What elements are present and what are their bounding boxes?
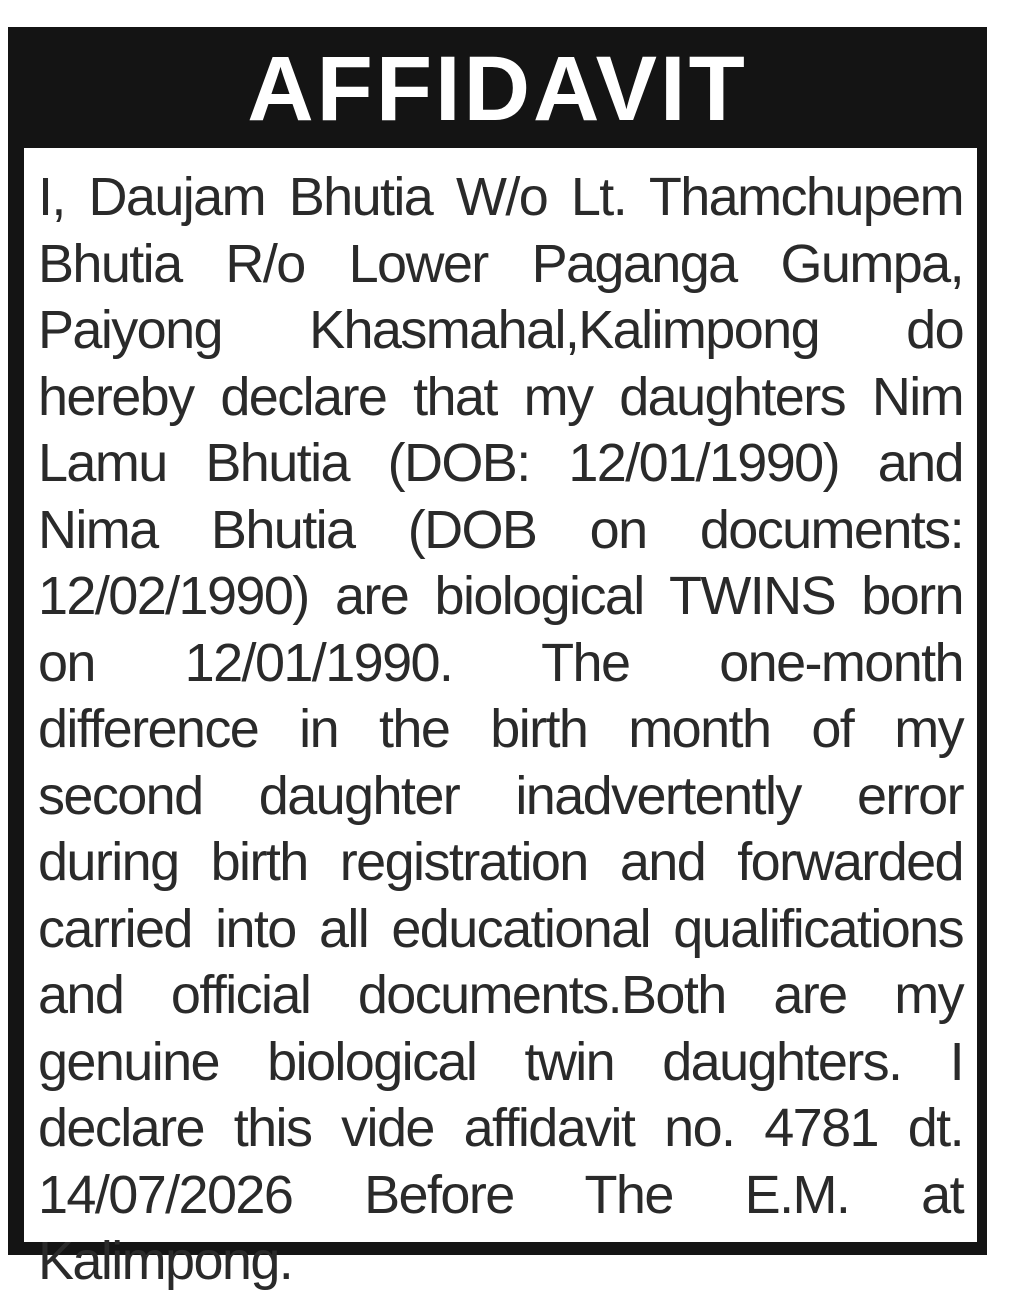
affidavit-notice — [8, 27, 987, 1291]
affidavit-body-text: I, Daujam Bhutia W/o Lt. Thamchupem Bhutia R/o Lower Paganga Gumpa, Paiyong Khasmahal,Kalimpong do hereby declare that my daughters Nim Lamu Bhutia (DOB: 12/01/1990) and Nima Bhutia (DOB on documents: 12/02/1990) are biological TWINS born on 12/01/1990. The one-month difference in the birth month of my second daughter inadvertently error during birth registration and forwarded carried into all educational qualifications and official documents.Both are my genuine biological twin daughters. I declare this vide affidavit no. 4781 dt. 14/07/2026 Before The E.M. at Kalimpong. — [38, 167, 963, 1291]
affidavit-body-box — [24, 148, 977, 1291]
affidavit-title: AFFIDAVIT — [247, 38, 748, 140]
